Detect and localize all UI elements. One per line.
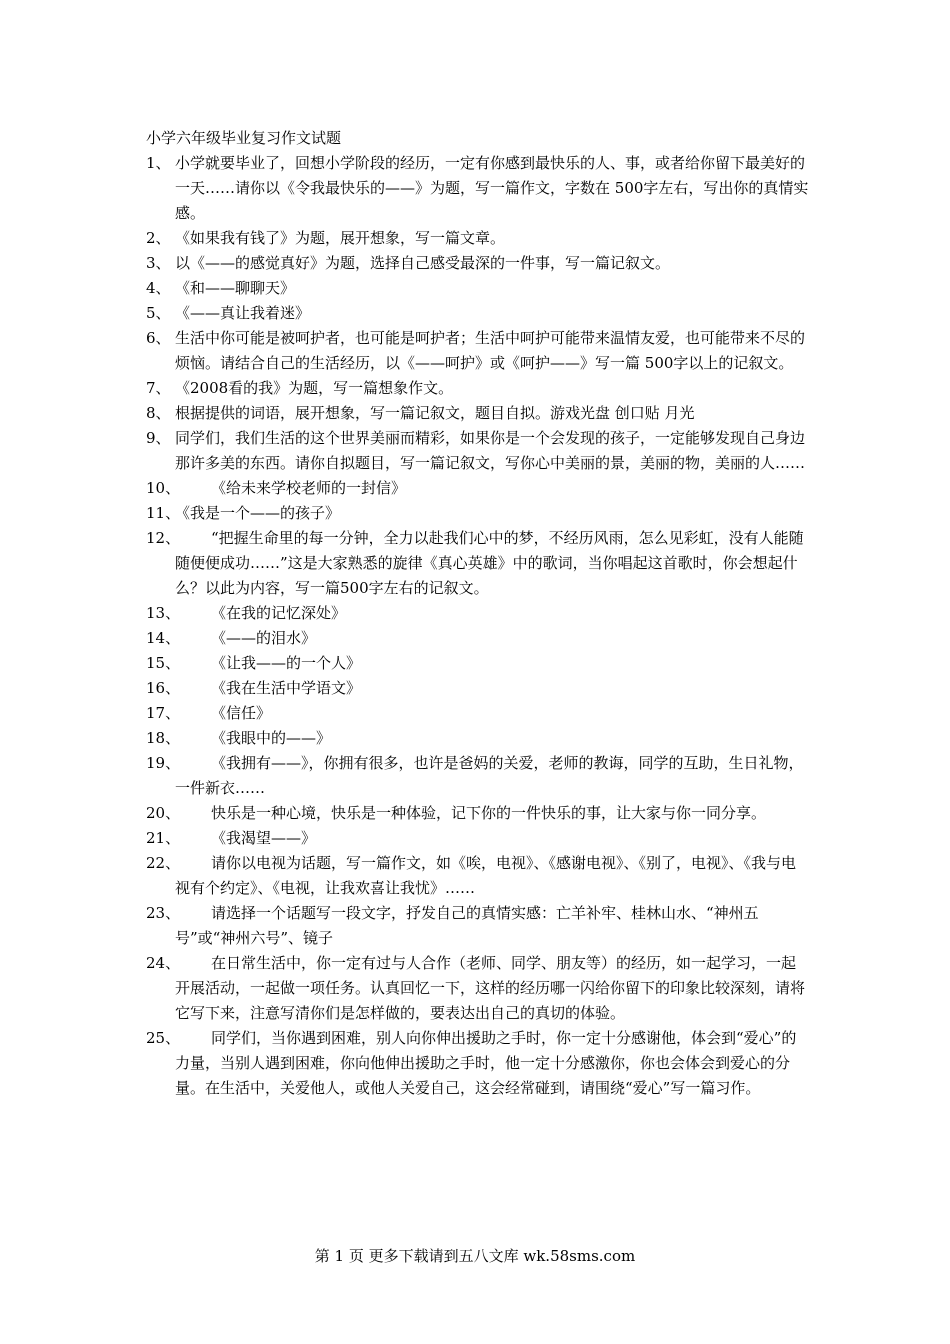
- list-item: [146, 301, 810, 326]
- item-number: 21、: [146, 829, 181, 847]
- item-text: 《我拥有——》，你拥有很多，也许是爸妈的关爱，老师的教诲，同学的互助，生日礼物，一件新衣……: [175, 754, 804, 797]
- item-text: 《我是一个——的孩子》: [175, 504, 341, 522]
- item-number: 18、: [146, 729, 181, 747]
- item-number: 25、: [146, 1029, 181, 1047]
- list-item: [146, 226, 810, 251]
- item-text: “把握生命里的每一分钟，全力以赴我们心中的梦，不经历风雨，怎么见彩虹，没有人能随随便便成功……”这是大家熟悉的旋律《真心英雄》中的歌词，当你唱起这首歌时，你会想起什么？以此为内容，写一篇500字左右的记叙文。: [175, 529, 804, 597]
- item-number: 6、: [146, 329, 171, 347]
- list-item: [146, 426, 810, 476]
- list-item: [146, 601, 810, 626]
- list-item: [146, 526, 810, 601]
- item-number: 14、: [146, 629, 181, 647]
- item-number: 24、: [146, 954, 181, 972]
- list-item: [146, 476, 810, 501]
- document-body: [146, 126, 810, 1101]
- item-number: 17、: [146, 704, 181, 722]
- list-item: [146, 901, 810, 951]
- list-item: [146, 676, 810, 701]
- item-number: 4、: [146, 279, 171, 297]
- item-number: 22、: [146, 854, 181, 872]
- item-text: 《我眼中的——》: [211, 729, 332, 747]
- item-text: 《——真让我着迷》: [175, 304, 311, 322]
- list-item: [146, 251, 810, 276]
- list-item: [146, 951, 810, 1026]
- item-text: 《和——聊聊天》: [175, 279, 296, 297]
- list-item: [146, 826, 810, 851]
- item-text: 在日常生活中，你一定有过与人合作（老师、同学、朋友等）的经历，如一起学习，一起开展活动，一起做一项任务。认真回忆一下，这样的经历哪一闪给你留下的印象比较深刻，请将它写下来，注意写清你们是怎样做的，要表达出自己的真切的体验。: [175, 954, 806, 1022]
- item-text: 生活中你可能是被呵护者，也可能是呵护者；生活中呵护可能带来温情友爱，也可能带来不尽的烦恼。请结合自己的生活经历，以《——呵护》或《呵护——》写一篇 500字以上的记叙文。: [175, 329, 806, 372]
- list-item: [146, 626, 810, 651]
- item-text: 《在我的记忆深处》: [211, 604, 347, 622]
- item-text: 《让我——的一个人》: [211, 654, 362, 672]
- item-text: 快乐是一种心境，快乐是一种体验，记下你的一件快乐的事，让大家与你一同分享。: [211, 804, 767, 822]
- list-item: [146, 801, 810, 826]
- list-item: [146, 651, 810, 676]
- item-number: 23、: [146, 904, 181, 922]
- item-number: 13、: [146, 604, 181, 622]
- list-item: [146, 501, 810, 526]
- item-text: 《给未来学校老师的一封信》: [211, 479, 407, 497]
- item-number: 3、: [146, 254, 171, 272]
- list-item: [146, 851, 810, 901]
- item-text: 《如果我有钱了》为题，展开想象，写一篇文章。: [175, 229, 506, 247]
- list-item: [146, 276, 810, 301]
- list-item: [146, 1026, 810, 1101]
- item-number: 12、: [146, 529, 181, 547]
- item-number: 10、: [146, 479, 181, 497]
- list-item: [146, 701, 810, 726]
- item-text: 小学就要毕业了，回想小学阶段的经历，一定有你感到最快乐的人、事，或者给你留下最美好的一天……请你以《令我最快乐的——》为题，写一篇作文，字数在 500字左右，写出你的真情实感。: [175, 154, 809, 222]
- item-number: 8、: [146, 404, 171, 422]
- list-item: [146, 751, 810, 801]
- document-title: 小学六年级毕业复习作文试题: [146, 129, 342, 147]
- item-number: 1、: [146, 154, 171, 172]
- item-number: 9、: [146, 429, 171, 447]
- item-number: 16、: [146, 679, 181, 697]
- item-number: 19、: [146, 754, 181, 772]
- item-text: 根据提供的词语，展开想象，写一篇记叙文，题目自拟。游戏光盘 创口贴 月光: [175, 404, 695, 422]
- item-text: 同学们，当你遇到困难，别人向你伸出援助之手时，你一定十分感谢他，体会到“爱心”的力量，当别人遇到困难，你向他伸出援助之手时，他一定十分感激你，你也会体会到爱心的分量。在生活中，关爱他人，或他人关爱自己，这会经常碰到，请围绕“爱心”写一篇习作。: [175, 1029, 797, 1097]
- item-text: 《我渴望——》: [211, 829, 317, 847]
- item-number: 11、: [146, 504, 181, 522]
- item-number: 20、: [146, 804, 181, 822]
- list-item: [146, 326, 810, 376]
- item-text: 《我在生活中学语文》: [211, 679, 362, 697]
- item-text: 请选择一个话题写一段文字，抒发自己的真情实感：亡羊补牢、桂林山水、“神州五号”或“神州六号”、镜子: [175, 904, 759, 947]
- item-number: 7、: [146, 379, 171, 397]
- essay-topic-list: [146, 151, 810, 1101]
- page-footer: 第 1 页 更多下载请到五八文库 wk.58sms.com: [314, 1247, 636, 1265]
- list-item: [146, 376, 810, 401]
- item-text: 以《——的感觉真好》为题，选择自己感受最深的一件事，写一篇记叙文。: [175, 254, 671, 272]
- item-text: 请你以电视为话题，写一篇作文，如《唉，电视》、《感谢电视》、《别了，电视》、《我与电视有个约定》、《电视，让我欢喜让我忧》……: [175, 854, 797, 897]
- item-number: 15、: [146, 654, 181, 672]
- list-item: [146, 151, 810, 226]
- list-item: [146, 401, 810, 426]
- list-item: [146, 726, 810, 751]
- item-text: 《2008看的我》为题，写一篇想象作文。: [175, 379, 454, 397]
- item-number: 2、: [146, 229, 171, 247]
- item-text: 《——的泪水》: [211, 629, 317, 647]
- item-text: 《信任》: [211, 704, 272, 722]
- item-number: 5、: [146, 304, 171, 322]
- item-text: 同学们，我们生活的这个世界美丽而精彩，如果你是一个会发现的孩子，一定能够发现自己身边那许多美的东西。请你自拟题目，写一篇记叙文，写你心中美丽的景，美丽的物，美丽的人……: [175, 429, 806, 472]
